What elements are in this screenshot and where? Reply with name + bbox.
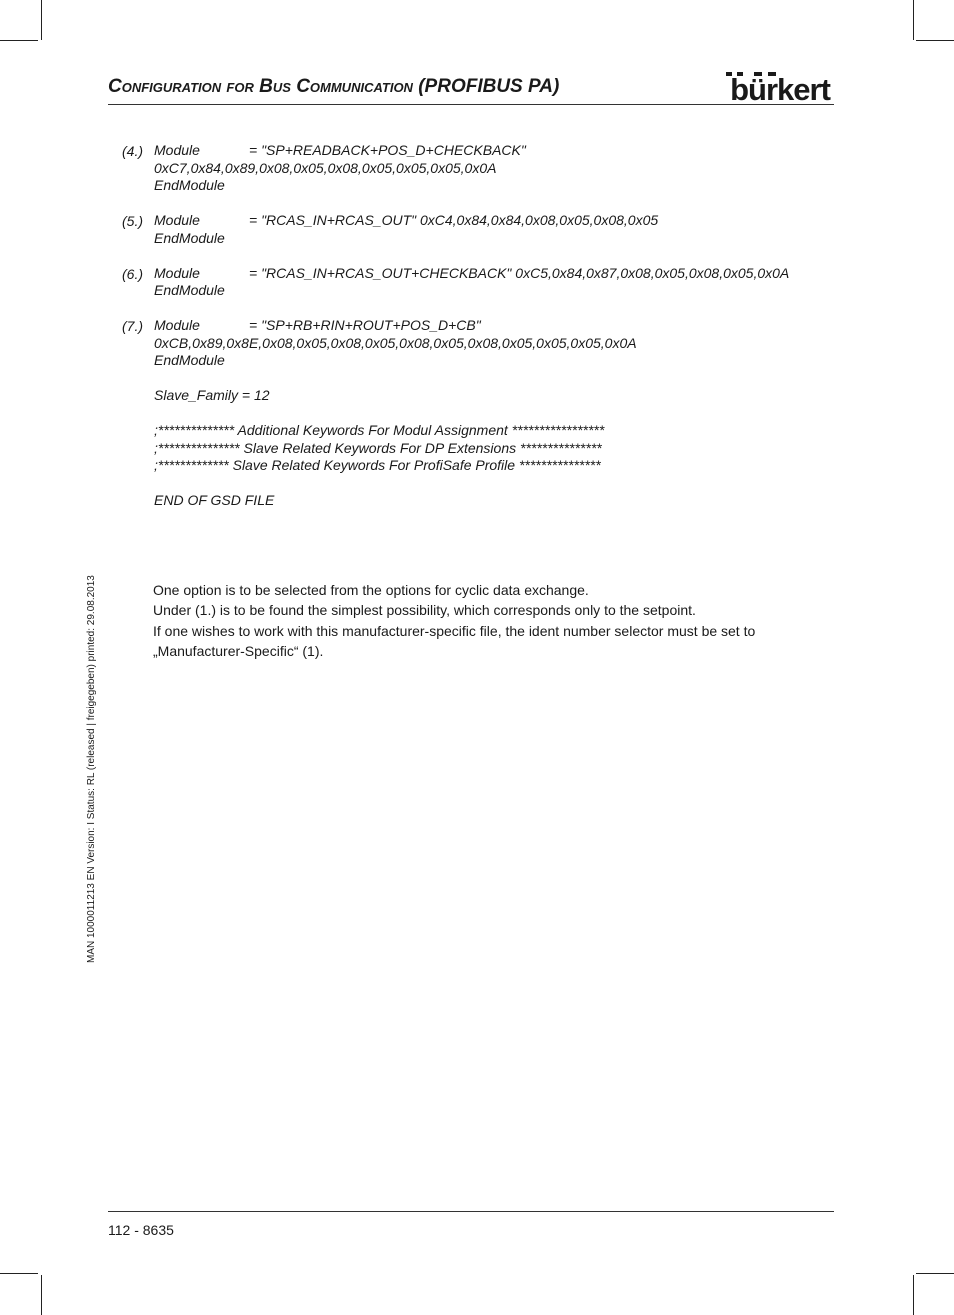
module-entry — [122, 265, 789, 300]
crop-mark — [0, 40, 38, 41]
svg-text:bürkert: bürkert — [730, 72, 830, 104]
module-keyword: Module — [154, 212, 200, 228]
module-entry — [122, 317, 789, 370]
module-line: 0xCB,0x89,0x8E,0x08,0x05,0x08,0x05,0x08,0x05,0x08,0x05,0x05,0x05,0x0A — [154, 334, 637, 351]
module-line: EndModule — [154, 282, 225, 298]
module-keyword: Module — [154, 264, 200, 281]
body-paragraph: If one wishes to work with this manufacturer-specific file, the ident number selector must be set to „Manufacturer-Specific“ (1). — [153, 622, 756, 659]
gsd-code-block — [122, 142, 789, 527]
footer-rule — [108, 1211, 834, 1212]
body-paragraph: Under (1.) is to be found the simplest possibility, which corresponds only to the setpoint. — [153, 602, 696, 619]
entry-number: (7.) — [122, 318, 143, 334]
body-text — [153, 580, 813, 661]
end-of-file — [122, 492, 789, 510]
module-value: = "SP+READBACK+POS_D+CHECKBACK" — [249, 142, 526, 158]
slave-family — [122, 387, 789, 405]
slave-family-line: Slave_Family = 12 — [154, 387, 270, 403]
module-line: 0xC7,0x84,0x89,0x08,0x05,0x08,0x05,0x05,0x05,0x0A — [154, 159, 497, 176]
module-value: = "RCAS_IN+RCAS_OUT+CHECKBACK" 0xC5,0x84,0x87,0x08,0x05,0x08,0x05,0x0A — [249, 264, 790, 281]
comment-line: ;************* Slave Related Keywords For ProfiSafe Profile *************** — [154, 457, 601, 473]
module-keyword: Module — [154, 317, 200, 333]
document-side-note: MAN 1000011213 EN Version: I Status: RL (released | freigegeben) printed: 29.08.2013 — [86, 575, 97, 963]
end-label: END OF GSD FILE — [154, 492, 275, 508]
comment-line: ;************** Additional Keywords For Modul Assignment ***************** — [154, 422, 605, 438]
crop-mark — [41, 1275, 42, 1315]
module-value: = "SP+RB+RIN+ROUT+POS_D+CB" — [249, 317, 481, 333]
comment-block — [122, 422, 789, 475]
burkert-logo — [724, 70, 836, 104]
crop-mark — [916, 1273, 954, 1274]
entry-number: (5.) — [122, 213, 143, 229]
page-title-section: Configuration for Bus Communication — [108, 76, 413, 97]
module-value: = "RCAS_IN+RCAS_OUT" 0xC4,0x84,0x84,0x08,0x05,0x08,0x05 — [249, 212, 659, 228]
module-keyword: Module — [154, 142, 200, 158]
module-line: EndModule — [154, 177, 225, 193]
module-entry — [122, 142, 789, 195]
module-line: EndModule — [154, 352, 225, 368]
page-title — [108, 76, 559, 98]
page-title-protocol: (PROFIBUS PA) — [418, 76, 560, 97]
entry-number: (6.) — [122, 265, 143, 282]
comment-line: ;*************** Slave Related Keywords For DP Extensions *************** — [154, 439, 602, 456]
crop-mark — [913, 0, 914, 40]
body-paragraph: One option is to be selected from the options for cyclic data exchange. — [153, 582, 589, 598]
module-entry — [122, 212, 789, 247]
module-line: EndModule — [154, 229, 225, 246]
crop-mark — [41, 0, 42, 40]
page-number: 112 - 8635 — [108, 1222, 174, 1238]
crop-mark — [916, 40, 954, 41]
entry-number: (4.) — [122, 143, 143, 159]
header-rule — [108, 104, 834, 105]
crop-mark — [913, 1275, 914, 1315]
crop-mark — [0, 1273, 38, 1274]
